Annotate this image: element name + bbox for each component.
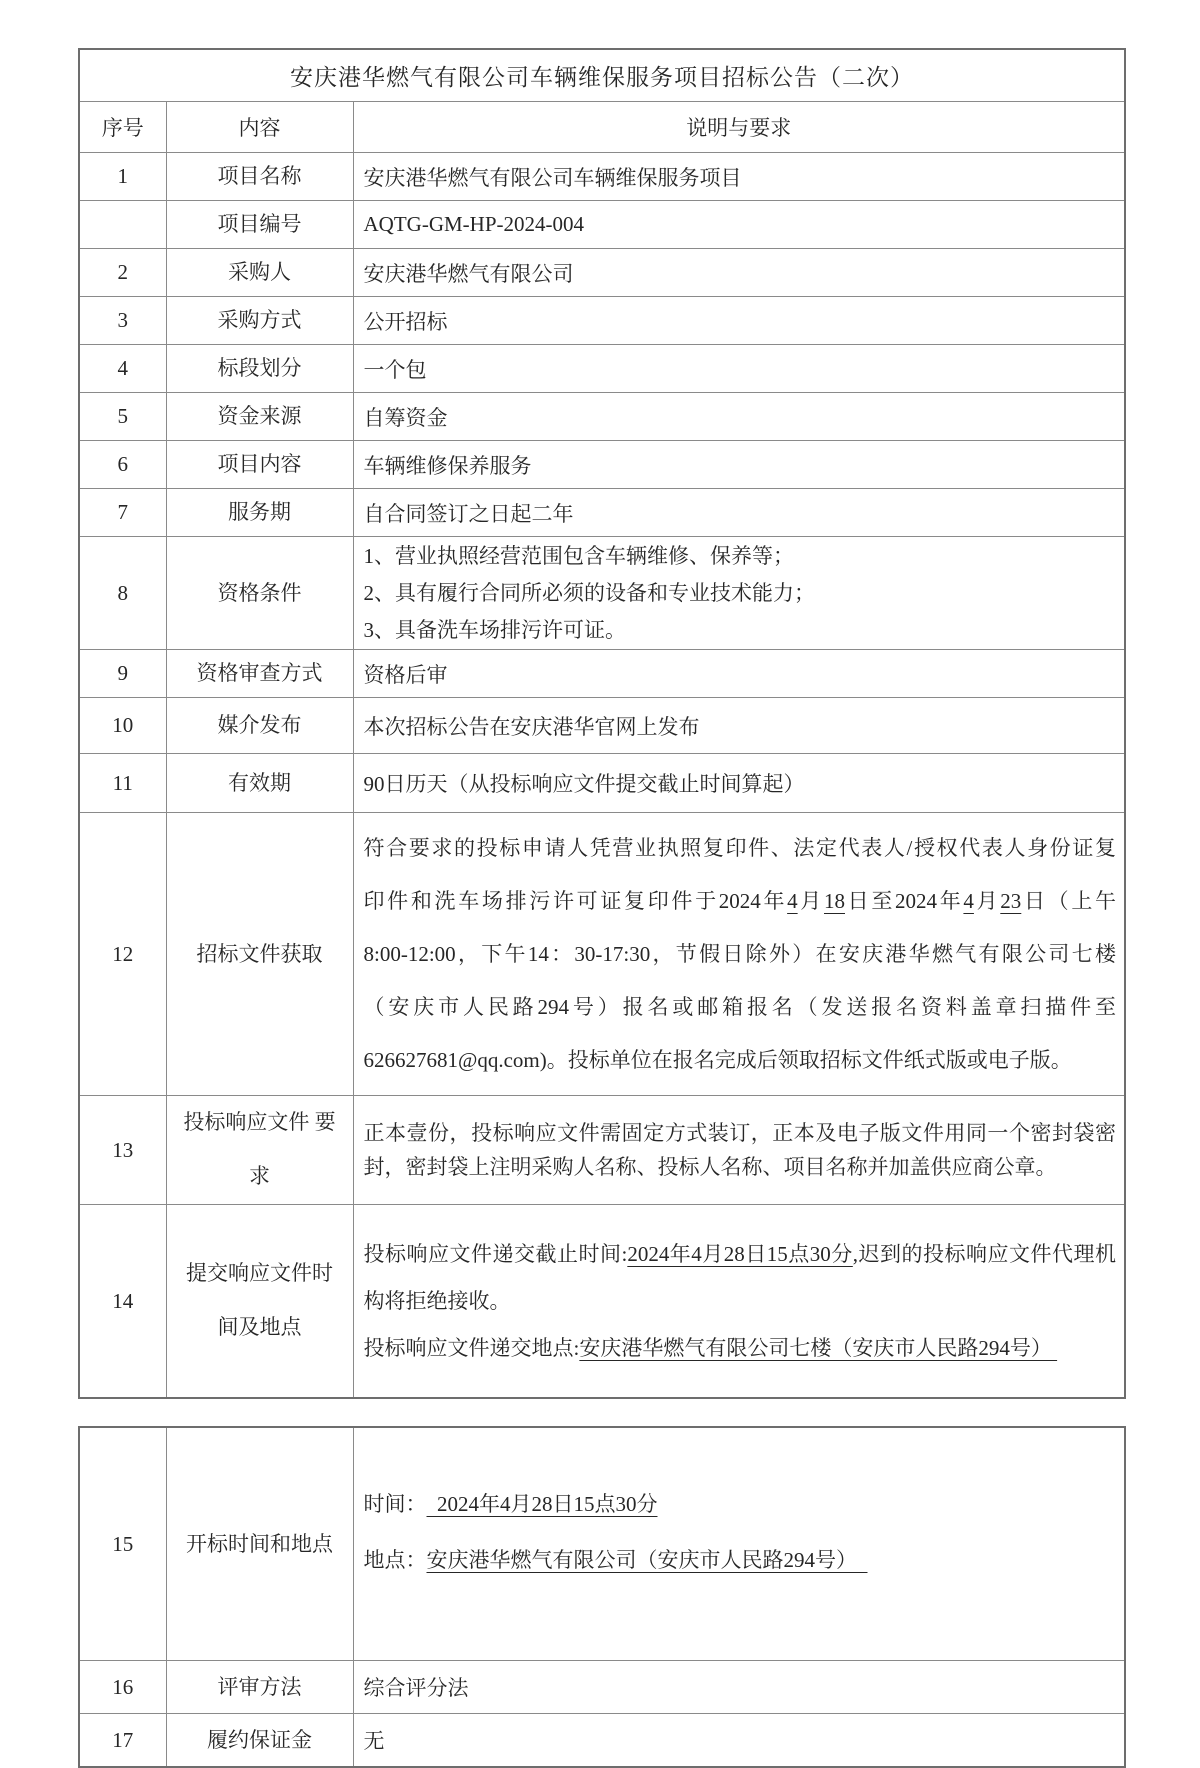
cell-label: 资格审查方式 bbox=[166, 650, 353, 698]
cell-num: 7 bbox=[79, 489, 166, 537]
cell-label: 服务期 bbox=[166, 489, 353, 537]
table-row-9 bbox=[79, 650, 1125, 698]
cell-num: 6 bbox=[79, 441, 166, 489]
cell-num: 11 bbox=[79, 754, 166, 813]
doc-obtain-line-2 bbox=[364, 875, 1117, 928]
cell-value: AQTG-GM-HP-2024-004 bbox=[353, 201, 1125, 249]
page-title: 安庆港华燃气有限公司车辆维保服务项目招标公告（二次） bbox=[79, 49, 1125, 102]
column-header-desc: 说明与要求 bbox=[353, 102, 1125, 153]
text-segment: 投标响应文件递交截止时间: bbox=[363, 1241, 628, 1266]
response-doc-requirements: 正本壹份，投标响应文件需固定方式装订，正本及电子版文件用同一个密封袋密封，密封袋上注明采购人名称、投标人名称、项目名称并加盖供应商公章。 bbox=[363, 1121, 1117, 1179]
cell-value bbox=[353, 1096, 1125, 1205]
table-row-8 bbox=[79, 537, 1125, 650]
doc-obtain-line-1: 符合要求的投标申请人凭营业执照复印件、法定代表人/授权代表人身份证复 bbox=[363, 835, 1117, 860]
qualification-item-3: 3、具备洗车场排污许可证。 bbox=[363, 617, 626, 642]
cell-num: 4 bbox=[79, 345, 166, 393]
text-segment: 月 bbox=[973, 888, 1001, 913]
underlined-month: 4 bbox=[963, 888, 974, 913]
table-row-10 bbox=[79, 698, 1125, 754]
cell-label: 资格条件 bbox=[166, 537, 353, 650]
title-row bbox=[79, 49, 1125, 102]
text-segment: 时间： bbox=[363, 1492, 427, 1516]
underlined-opening-address: 安庆港华燃气有限公司（安庆市人民路294号） bbox=[426, 1548, 868, 1572]
bid-opening-info bbox=[364, 1428, 1117, 1588]
bid-opening-place bbox=[364, 1532, 1117, 1588]
submission-place bbox=[364, 1325, 1117, 1372]
table-row-2 bbox=[79, 249, 1125, 297]
table-row-14 bbox=[79, 1205, 1125, 1399]
column-header-content: 内容 bbox=[166, 102, 353, 153]
cell-label: 投标响应文件 要求 bbox=[166, 1096, 353, 1205]
underlined-opening-datetime: 2024年4月28日15点30分 bbox=[426, 1492, 658, 1516]
text-segment: 地点： bbox=[363, 1548, 427, 1572]
cell-label: 项目名称 bbox=[166, 153, 353, 201]
text-segment: 月 bbox=[797, 888, 824, 913]
text-segment: 印件和洗车场排污许可证复印件于2024年 bbox=[363, 888, 788, 913]
qualification-item-2: 2、具有履行合同所必须的设备和专业技术能力； bbox=[363, 580, 815, 605]
cell-label: 资金来源 bbox=[166, 393, 353, 441]
cell-label: 项目内容 bbox=[166, 441, 353, 489]
cell-label: 标段划分 bbox=[166, 345, 353, 393]
cell-num: 14 bbox=[79, 1205, 166, 1399]
cell-num: 10 bbox=[79, 698, 166, 754]
cell-num: 15 bbox=[79, 1427, 166, 1661]
tender-notice-table-secondary bbox=[78, 1426, 1126, 1768]
cell-label: 项目编号 bbox=[166, 201, 353, 249]
cell-num: 17 bbox=[79, 1714, 166, 1768]
cell-value: 自合同签订之日起二年 bbox=[353, 489, 1125, 537]
submission-deadline bbox=[364, 1231, 1117, 1325]
underlined-address: 安庆港华燃气有限公司七楼（安庆市人民路294号） bbox=[579, 1335, 1058, 1360]
cell-num bbox=[79, 201, 166, 249]
doc-obtain-line-5: 626627681@qq.com)。投标单位在报名完成后领取招标文件纸式版或电子版。 bbox=[363, 1047, 1072, 1072]
cell-value bbox=[353, 813, 1125, 1096]
cell-num: 2 bbox=[79, 249, 166, 297]
table-row-12 bbox=[79, 813, 1125, 1096]
cell-num: 13 bbox=[79, 1096, 166, 1205]
cell-value: 资格后审 bbox=[353, 650, 1125, 698]
cell-value: 无 bbox=[353, 1714, 1125, 1768]
cell-value bbox=[353, 1205, 1125, 1399]
underlined-month: 4 bbox=[787, 888, 798, 913]
cell-value: 一个包 bbox=[353, 345, 1125, 393]
cell-value: 本次招标公告在安庆港华官网上发布 bbox=[353, 698, 1125, 754]
underlined-day: 23 bbox=[1000, 888, 1022, 913]
text-segment: ,迟到的投标响应文件代理机构将拒绝接收。 bbox=[363, 1241, 1117, 1313]
tender-notice-table-main bbox=[78, 48, 1126, 1399]
cell-label: 采购人 bbox=[166, 249, 353, 297]
doc-obtain-line-3: 8:00-12:00，下午14：30-17:30，节假日除外）在安庆港华燃气有限公司七楼 bbox=[363, 941, 1117, 966]
table-row-16 bbox=[79, 1661, 1125, 1714]
cell-value: 自筹资金 bbox=[353, 393, 1125, 441]
text-segment: 投标响应文件递交地点: bbox=[363, 1335, 580, 1360]
table-row-3 bbox=[79, 297, 1125, 345]
text-segment: 日至2024年 bbox=[845, 888, 964, 913]
cell-value: 安庆港华燃气有限公司车辆维保服务项目 bbox=[353, 153, 1125, 201]
cell-label: 有效期 bbox=[166, 754, 353, 813]
table-row-6 bbox=[79, 441, 1125, 489]
cell-label: 评审方法 bbox=[166, 1661, 353, 1714]
cell-value: 综合评分法 bbox=[353, 1661, 1125, 1714]
qualification-item-1: 1、营业执照经营范围包含车辆维修、保养等； bbox=[363, 543, 794, 568]
table-row-15 bbox=[79, 1427, 1125, 1661]
cell-label: 招标文件获取 bbox=[166, 813, 353, 1096]
header-row bbox=[79, 102, 1125, 153]
table-row-5 bbox=[79, 393, 1125, 441]
cell-label: 提交响应文件时间及地点 bbox=[166, 1205, 353, 1399]
cell-value: 安庆港华燃气有限公司 bbox=[353, 249, 1125, 297]
cell-label: 开标时间和地点 bbox=[166, 1427, 353, 1661]
cell-value: 90日历天（从投标响应文件提交截止时间算起） bbox=[353, 754, 1125, 813]
table-row-17 bbox=[79, 1714, 1125, 1768]
column-header-num: 序号 bbox=[79, 102, 166, 153]
text-segment: 日（上午 bbox=[1021, 888, 1117, 913]
cell-num: 8 bbox=[79, 537, 166, 650]
cell-num: 16 bbox=[79, 1661, 166, 1714]
table-row-4 bbox=[79, 345, 1125, 393]
underlined-deadline-datetime: 2024年4月28日15点30分 bbox=[627, 1241, 853, 1266]
cell-num: 9 bbox=[79, 650, 166, 698]
table-gap bbox=[78, 1399, 1124, 1426]
cell-label: 履约保证金 bbox=[166, 1714, 353, 1768]
table-row-7 bbox=[79, 489, 1125, 537]
cell-value bbox=[353, 537, 1125, 650]
cell-value: 公开招标 bbox=[353, 297, 1125, 345]
bid-opening-time bbox=[364, 1476, 1117, 1532]
cell-num: 12 bbox=[79, 813, 166, 1096]
cell-num: 1 bbox=[79, 153, 166, 201]
cell-num: 3 bbox=[79, 297, 166, 345]
cell-num: 5 bbox=[79, 393, 166, 441]
cell-value: 车辆维修保养服务 bbox=[353, 441, 1125, 489]
doc-obtain-line-4: （安庆市人民路294号）报名或邮箱报名（发送报名资料盖章扫描件至 bbox=[363, 994, 1117, 1019]
cell-label: 采购方式 bbox=[166, 297, 353, 345]
table-row-11 bbox=[79, 754, 1125, 813]
table-row-1 bbox=[79, 153, 1125, 201]
underlined-day: 18 bbox=[824, 888, 845, 913]
table-row-13 bbox=[79, 1096, 1125, 1205]
cell-label: 媒介发布 bbox=[166, 698, 353, 754]
cell-value bbox=[353, 1427, 1125, 1661]
table-row-1b bbox=[79, 201, 1125, 249]
